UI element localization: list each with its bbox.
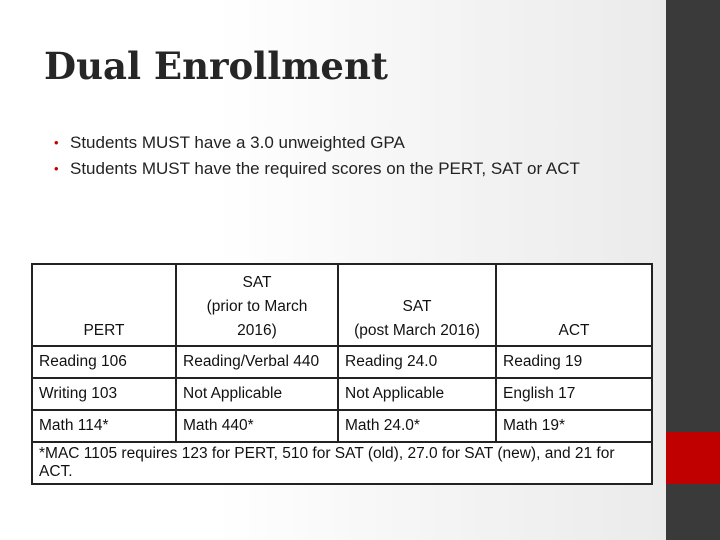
header-pert: PERT xyxy=(32,264,176,346)
table-cell: Math 440* xyxy=(176,410,338,442)
header-line: (prior to March xyxy=(206,298,308,315)
bullet-text: Students MUST have a 3.0 unweighted GPA xyxy=(70,133,405,152)
table-cell: Reading 19 xyxy=(496,346,652,378)
table-cell: Math 24.0* xyxy=(338,410,496,442)
table-cell: English 17 xyxy=(496,378,652,410)
table-header-row xyxy=(32,264,652,346)
header-act: ACT xyxy=(496,264,652,346)
score-requirements-table xyxy=(31,263,653,485)
header-line: SAT xyxy=(242,274,272,291)
table-cell: Math 114* xyxy=(32,410,176,442)
table-cell: Not Applicable xyxy=(338,378,496,410)
table-cell: Not Applicable xyxy=(176,378,338,410)
table-row xyxy=(32,346,652,378)
table-cell: Reading 24.0 xyxy=(338,346,496,378)
table-footnote: *MAC 1105 requires 123 for PERT, 510 for SAT (old), 27.0 for SAT (new), and 21 for ACT. xyxy=(32,442,652,484)
bullet-text: Students MUST have the required scores on the PERT, SAT or ACT xyxy=(70,159,580,178)
table-row xyxy=(32,410,652,442)
header-sat-new xyxy=(338,264,496,346)
table-cell: Math 19* xyxy=(496,410,652,442)
bullet-icon: • xyxy=(54,161,59,176)
header-line: SAT xyxy=(402,298,432,315)
header-line: (post March 2016) xyxy=(354,322,480,339)
table-cell: Reading 106 xyxy=(32,346,176,378)
table-cell: Writing 103 xyxy=(32,378,176,410)
bullet-icon: • xyxy=(54,135,59,150)
table-row xyxy=(32,378,652,410)
header-line: 2016) xyxy=(237,322,277,339)
page-title: Dual Enrollment xyxy=(44,44,388,88)
table-footnote-row xyxy=(32,442,652,484)
header-sat-old xyxy=(176,264,338,346)
bullet-item xyxy=(52,158,652,180)
table-cell: Reading/Verbal 440 xyxy=(176,346,338,378)
bullet-item xyxy=(52,132,652,154)
bullet-list xyxy=(52,132,652,184)
accent-block xyxy=(666,432,720,484)
